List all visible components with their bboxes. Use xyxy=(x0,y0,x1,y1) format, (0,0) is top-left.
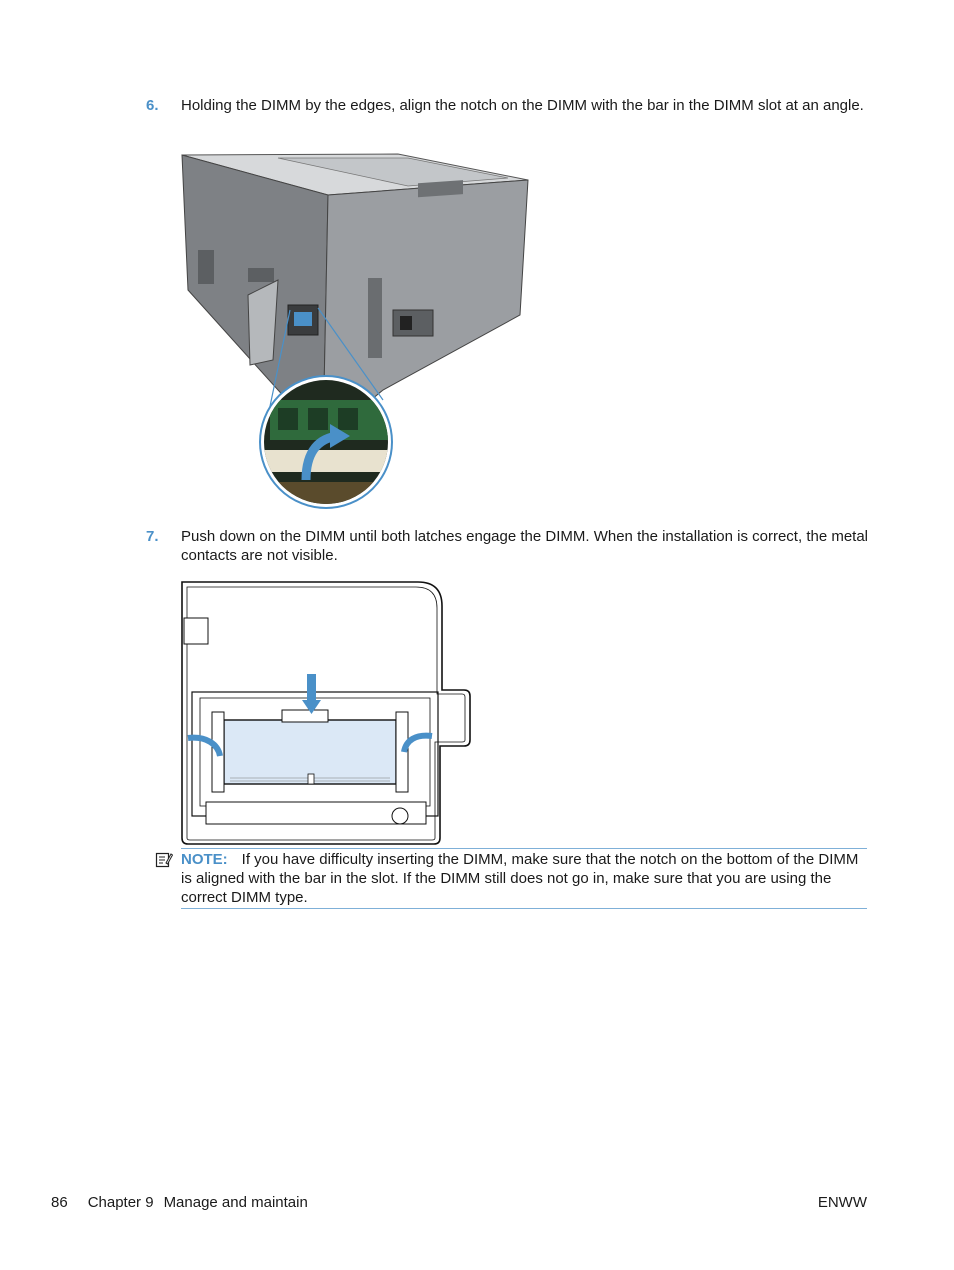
footer-brand: ENWW xyxy=(817,1194,867,1211)
note-label: NOTE: xyxy=(181,851,228,868)
step-number: 7. xyxy=(146,528,159,545)
chapter-label: Chapter 9 xyxy=(87,1194,154,1211)
step-text: Holding the DIMM by the edges, align the notch on the DIMM with the bar in the DIMM slot at an angle. xyxy=(181,97,864,114)
printer-dimm-figure xyxy=(178,150,533,510)
chapter-title: Manage and maintain xyxy=(163,1194,308,1211)
note-pencil-icon xyxy=(155,851,173,869)
note-text: If you have difficulty inserting the DIMM, make sure that the notch on the bottom of the DIMM is aligned with the bar in the slot. If the DIMM still does not go in, make sure that you are using the correct DIMM type. xyxy=(181,851,859,906)
page-number: 86 xyxy=(51,1194,68,1211)
step-number: 6. xyxy=(146,97,159,114)
note-box xyxy=(181,848,867,909)
step-text: Push down on the DIMM until both latches engage the DIMM. When the installation is correct, the metal contacts are not visible. xyxy=(181,528,869,564)
dimm-slot-figure xyxy=(178,580,474,848)
page-footer-left xyxy=(51,1193,308,1212)
